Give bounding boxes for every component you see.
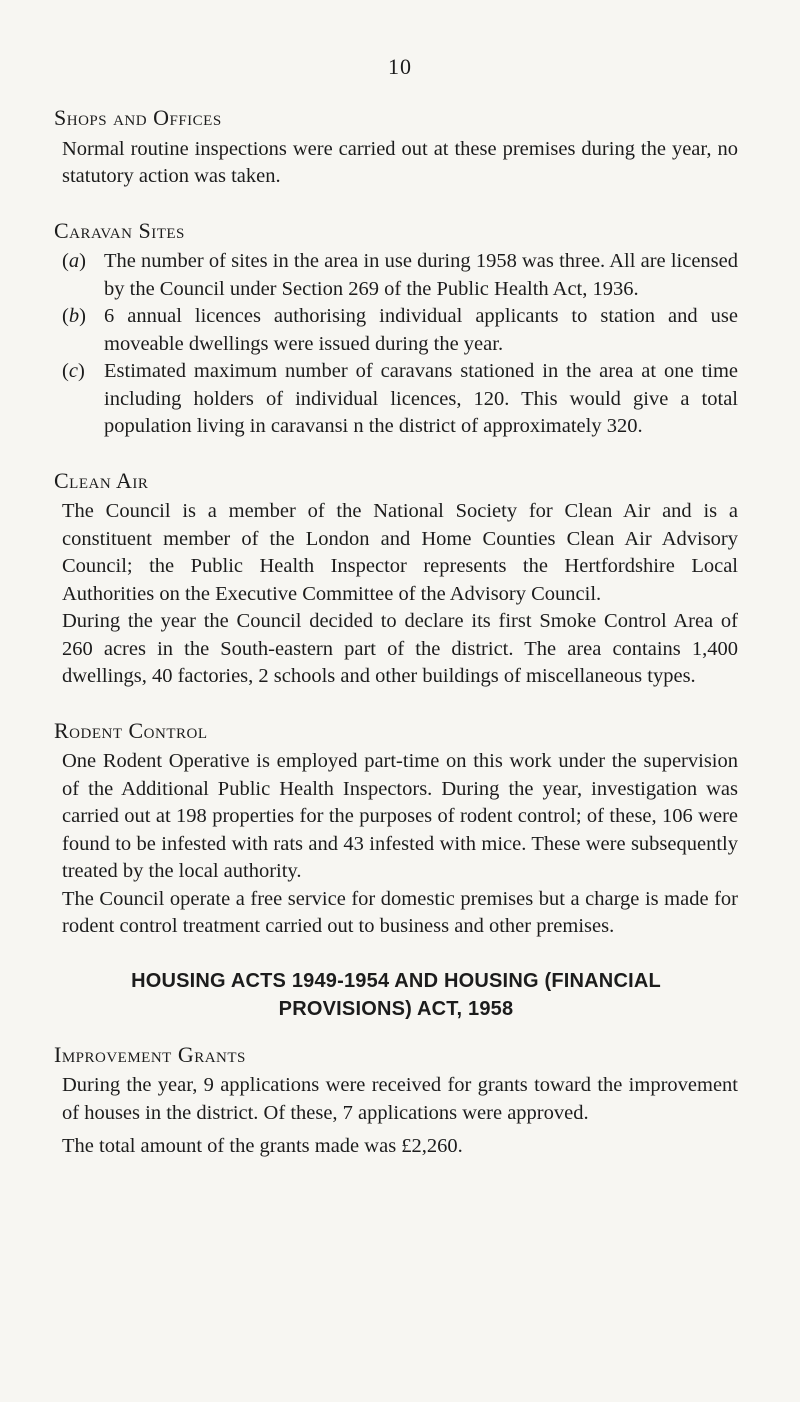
section-caravan-sites xyxy=(54,217,738,441)
section-shops-offices xyxy=(54,104,738,191)
paragraph: During the year the Council decided to declare its first Smoke Control Area of 260 acres in the South-eastern part of the district. The area contains 1,400 dwellings, 40 factories, 2 schools and other buildings of miscellaneous types. xyxy=(62,610,738,687)
paragraph: One Rodent Operative is employed part-time on this work under the supervision of the Additional Public Health Inspectors. During the year, investigation was carried out at 198 properties for the purposes of rodent control; of these, 106 were found to be infested with rats and 43 infested with mice. These were subsequently treated by the local authority. xyxy=(62,750,738,882)
list-item xyxy=(62,358,738,441)
section-clean-air xyxy=(54,467,738,691)
heading-housing-acts xyxy=(54,967,738,1023)
heading-improvement-grants: Improvement Grants xyxy=(54,1041,246,1067)
heading-caravan-sites: Caravan Sites xyxy=(54,217,185,243)
list-text: 6 annual licences authorising individual applicants to station and use moveable dwellings were issued during the year. xyxy=(104,305,738,355)
page-number: 10 xyxy=(388,54,412,79)
list-item xyxy=(62,248,738,303)
list-label: (b) xyxy=(62,305,86,327)
paragraph: The Council operate a free service for domestic premises but a charge is made for rodent control treatment carried out to business and other premises. xyxy=(62,887,738,937)
paragraph: During the year, 9 applications were received for grants toward the improvement of houses in the district. Of these, 7 applications were approved. xyxy=(62,1074,738,1124)
paragraph: The Council is a member of the National Society for Clean Air and is a constituent member of the London and Home Counties Clean Air Advisory Council; the Public Health Inspector represents the Hertfordshire Local Authorities on the Executive Committee of the Advisory Council. xyxy=(62,500,738,605)
heading-rodent-control: Rodent Control xyxy=(54,717,208,743)
heading-shops-offices: Shops and Offices xyxy=(54,105,222,130)
list-text: Estimated maximum number of caravans stationed in the area at one time including holders of individual licences, 120. This would give a total population living in caravansi n the district of approximately 320. xyxy=(104,360,738,437)
list-label: (c) xyxy=(62,360,85,382)
paragraph: The total amount of the grants made was £2,260. xyxy=(62,1135,463,1157)
page-content xyxy=(54,104,738,1187)
section-rodent-control xyxy=(54,717,738,941)
list-item xyxy=(62,303,738,358)
heading-line: PROVISIONS) ACT, 1958 xyxy=(278,997,514,1020)
section-improvement-grants xyxy=(54,1041,738,1161)
list-label: (a) xyxy=(62,250,86,272)
list-text: The number of sites in the area in use during 1958 was three. All are licensed by the Council under Section 269 of the Public Health Act, 1936. xyxy=(104,250,738,300)
heading-clean-air: Clean Air xyxy=(54,467,149,493)
paragraph: Normal routine inspections were carried out at these premises during the year, no statutory action was taken. xyxy=(62,137,738,187)
heading-line: HOUSING ACTS 1949-1954 AND HOUSING (FINANCIAL xyxy=(131,969,661,992)
